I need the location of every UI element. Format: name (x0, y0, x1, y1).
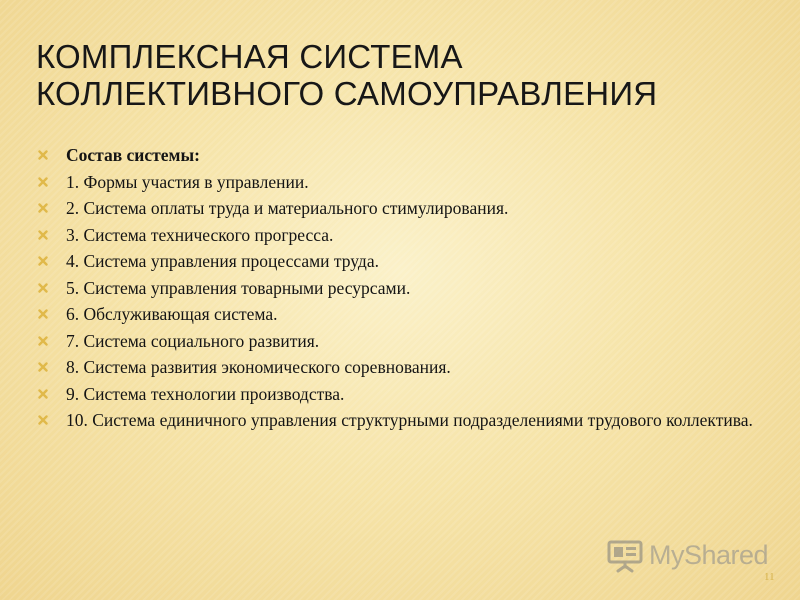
list-item (32, 354, 780, 381)
list-item (32, 222, 780, 249)
x-mark-icon (38, 415, 48, 425)
slide-title (36, 38, 776, 112)
x-mark-icon (38, 230, 48, 240)
list-item-text: 10. Система единичного управления структурными подразделениями трудового коллектива. (66, 410, 753, 430)
list-item-text: 9. Система технологии производства. (66, 383, 345, 404)
presentation-screen-icon (605, 537, 645, 573)
list-item (32, 407, 780, 434)
x-mark-icon (38, 389, 48, 399)
list-item-text: 7. Система социального развития. (66, 330, 320, 351)
list-item (32, 248, 780, 275)
x-mark-icon (38, 283, 48, 293)
x-mark-icon (38, 203, 48, 213)
list-item (32, 301, 780, 328)
list-item-text: 2. Система оплаты труда и материального стимулирования. (66, 198, 509, 218)
x-mark-icon (38, 150, 48, 160)
x-mark-icon (38, 256, 48, 266)
list-item (32, 169, 780, 196)
page-number: 11 (764, 571, 775, 583)
list-item-text: 8. Система развития экономического соревнования. (66, 357, 451, 377)
x-mark-icon (38, 336, 48, 346)
list-item-text: Состав системы: (66, 145, 200, 165)
watermark-text: MyShared (649, 539, 769, 570)
slide-title-line-1: КОМПЛЕКСНАЯ СИСТЕМА (36, 38, 463, 75)
list-item (32, 195, 780, 222)
list-item (32, 275, 780, 302)
x-mark-icon (38, 362, 48, 372)
list-item-text: 3. Система технического прогресса. (66, 224, 334, 245)
list-item-text: 6. Обслуживающая система. (66, 304, 278, 324)
list-item (32, 328, 780, 355)
list-item-text: 4. Система управления процессами труда. (66, 251, 379, 271)
list-item (32, 381, 780, 408)
list-item-heading (32, 142, 780, 169)
list-item-text: 1. Формы участия в управлении. (66, 171, 309, 192)
myshared-watermark (605, 535, 768, 575)
x-mark-icon (38, 177, 48, 187)
list-item-text: 5. Система управления товарными ресурсами. (66, 277, 411, 298)
slide-title-line-2: КОЛЛЕКТИВНОГО САМОУПРАВЛЕНИЯ (36, 75, 658, 112)
x-mark-icon (38, 309, 48, 319)
bullet-list (32, 142, 780, 434)
